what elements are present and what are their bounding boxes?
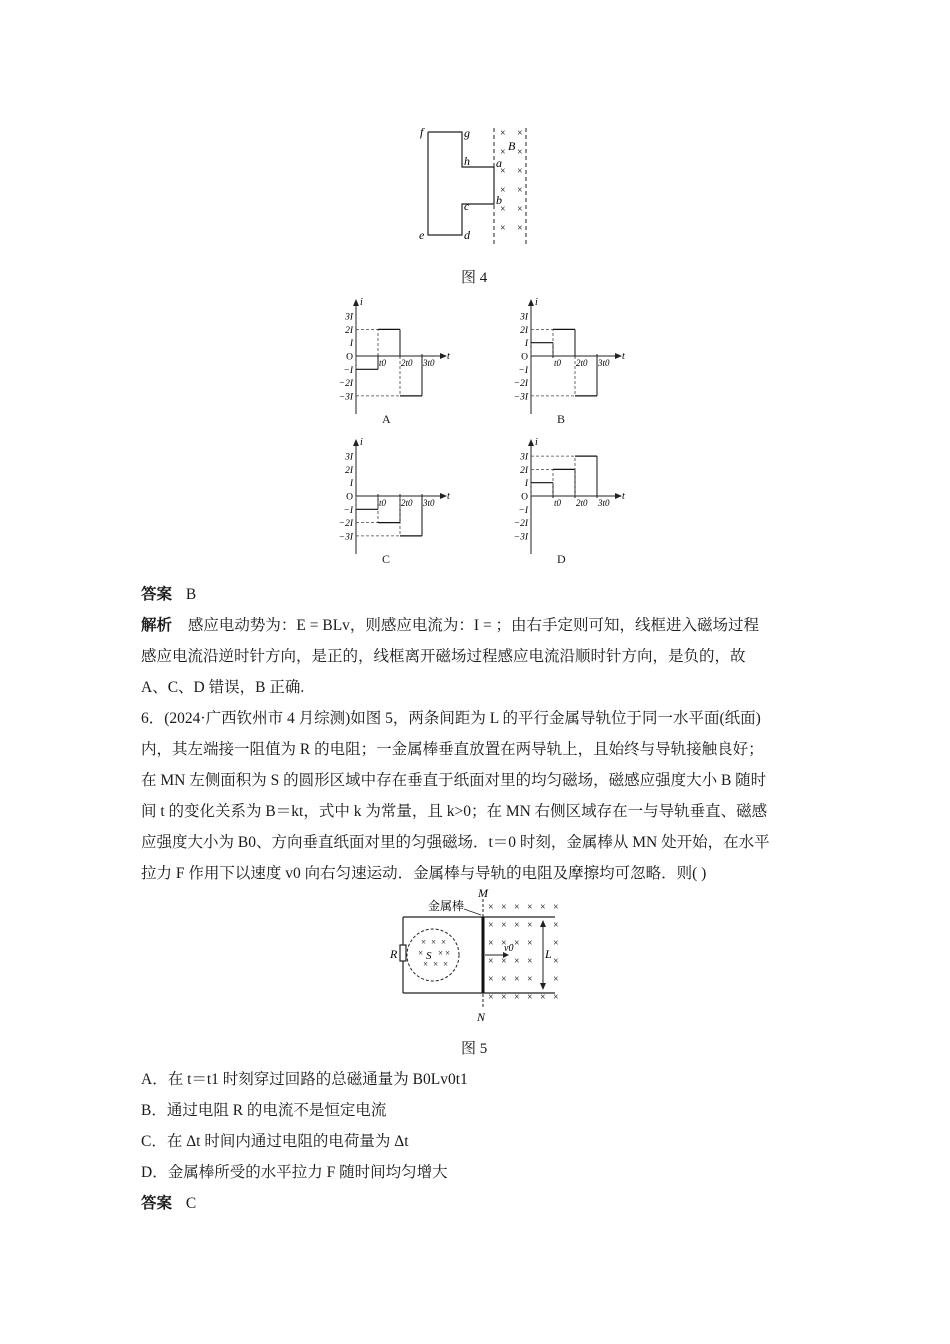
cross-mark: ×: [517, 223, 523, 234]
y-tick-label: 3I: [345, 312, 353, 323]
q6-line-6: 拉力 F 作用下以速度 v0 向右匀速运动．金属棒与导轨的电阻及摩擦均可忽略．则( ): [141, 865, 707, 882]
y-tick-label: 3I: [345, 452, 353, 463]
y-tick-label: I: [524, 479, 528, 490]
cross-mark: ×: [500, 204, 506, 215]
x-tick-label: 3t0: [423, 358, 435, 368]
figure-5-caption: 图 5: [461, 1041, 488, 1057]
graph-option-d: [505, 436, 635, 566]
option-a: A．在 t＝t1 时刻穿过回路的总磁通量为 B0Lv0t1: [141, 1071, 468, 1088]
cross-mark: ×: [501, 974, 507, 985]
axis-label-i: i: [360, 437, 363, 448]
cross-mark: ×: [488, 974, 494, 985]
cross-mark: ×: [553, 902, 559, 913]
answer-value-2: C: [185, 1195, 197, 1212]
x-axis-arrow: [615, 353, 622, 359]
cross-mark: ×: [517, 166, 523, 177]
cross-mark: ×: [553, 992, 559, 1003]
axis-label-i: i: [360, 297, 363, 308]
answer-label-2: 答案: [141, 1195, 173, 1212]
axis-label-t: t: [622, 491, 625, 502]
label-v0: v0: [504, 943, 514, 954]
cross-mark: ×: [553, 956, 559, 967]
cross-mark: ×: [527, 974, 533, 985]
x-tick-label: 3t0: [423, 498, 435, 508]
cross-mark: ×: [514, 974, 520, 985]
q6-line-4: 间 t 的变化关系为 B＝kt，式中 k 为常量，且 k>0；在 MN 右侧区域存在一与导轨垂直、磁感: [141, 803, 768, 820]
axis-label-i: i: [535, 437, 538, 448]
answer-row-2: [141, 1191, 196, 1213]
y-tick-label: −2I: [338, 519, 353, 530]
y-tick-label: −I: [343, 505, 353, 516]
cross-mark: ×: [553, 920, 559, 931]
cross-mark: ×: [540, 992, 546, 1003]
y-tick-label: −I: [518, 365, 528, 376]
cross-mark: ×: [514, 938, 520, 949]
cross-mark: ×: [501, 938, 507, 949]
graph-option-a: [330, 296, 460, 426]
cross-mark: ×: [441, 937, 447, 947]
y-tick-label: O: [346, 352, 353, 363]
cross-mark: ×: [418, 948, 424, 958]
y-tick-label: 2I: [520, 465, 528, 476]
label-c: c: [464, 199, 470, 213]
cross-mark: ×: [500, 185, 506, 196]
label-g: g: [464, 126, 470, 140]
cross-mark: ×: [488, 902, 494, 913]
graph-option-label: A: [382, 412, 391, 426]
x-axis-arrow: [615, 493, 622, 499]
y-tick-label: O: [521, 352, 528, 363]
axis-label-t: t: [447, 491, 450, 502]
cross-mark: ×: [488, 992, 494, 1003]
cross-mark: ×: [500, 223, 506, 234]
y-tick-label: I: [349, 339, 353, 350]
x-tick-label: 2t0: [576, 498, 588, 508]
analysis-line-2: 感应电流沿逆时针方向，是正的，线框离开磁场过程感应电流沿顺时针方向，是负的，故: [141, 648, 746, 665]
x-tick-label: 3t0: [598, 358, 610, 368]
cross-mark: ×: [501, 992, 507, 1003]
cross-mark: ×: [517, 147, 523, 158]
x-axis-arrow: [440, 353, 447, 359]
y-tick-label: 2I: [345, 465, 353, 476]
x-tick-label: 2t0: [576, 358, 588, 368]
x-tick-label: t0: [379, 358, 387, 368]
y-tick-label: 2I: [520, 325, 528, 336]
cross-mark: ×: [500, 128, 506, 139]
y-tick-label: I: [349, 479, 353, 490]
option-d: D．金属棒所受的水平拉力 F 随时间均匀增大: [141, 1164, 448, 1181]
q6-line-5: 应强度大小为 B0、方向垂直纸面对里的匀强磁场．t＝0 时刻，金属棒从 MN 处开始，在水平: [141, 834, 770, 851]
label-N: N: [477, 1010, 486, 1024]
cross-mark: ×: [438, 948, 444, 958]
y-tick-label: −I: [518, 505, 528, 516]
cross-mark: ×: [501, 902, 507, 913]
cross-mark: ×: [514, 920, 520, 931]
cross-mark: ×: [488, 956, 494, 967]
y-tick-label: 2I: [345, 325, 353, 336]
graph-option-label: C: [382, 552, 391, 566]
cross-mark: ×: [527, 938, 533, 949]
x-tick-label: 3t0: [598, 498, 610, 508]
cross-mark: ×: [527, 992, 533, 1003]
y-tick-label: −2I: [513, 519, 528, 530]
cross-mark: ×: [423, 959, 429, 969]
x-axis-arrow: [440, 493, 447, 499]
cross-mark: ×: [517, 128, 523, 139]
cross-mark: ×: [553, 938, 559, 949]
y-axis-arrow: [528, 299, 534, 306]
x-tick-label: t0: [554, 498, 562, 508]
cross-mark: ×: [517, 185, 523, 196]
y-tick-label: O: [346, 492, 353, 503]
label-a: a: [496, 156, 502, 170]
axis-label-i: i: [535, 297, 538, 308]
label-d: d: [464, 228, 470, 242]
cross-mark: ×: [421, 937, 427, 947]
rod-label: 金属棒: [428, 899, 465, 913]
y-tick-label: O: [521, 492, 528, 503]
label-f: f: [420, 125, 424, 139]
analysis-text-1: 感应电动势为：E = BLv，则感应电流为：I = ；由右手定则可知，线框进入磁场过程: [187, 617, 760, 634]
label-b: b: [496, 193, 502, 207]
figure-4-diagram: [410, 122, 540, 257]
cross-mark: ×: [433, 959, 439, 969]
y-tick-label: −3I: [513, 532, 528, 543]
y-tick-label: 3I: [520, 312, 528, 323]
cross-mark: ×: [553, 974, 559, 985]
y-tick-label: −I: [343, 365, 353, 376]
cross-mark: ×: [488, 938, 494, 949]
figure-4-caption: 图 4: [461, 270, 488, 286]
answer-row-1: [141, 582, 196, 604]
axis-label-t: t: [447, 351, 450, 362]
q6-line-2: 内，其左端接一阻值为 R 的电阻；一金属棒垂直放置在两导轨上，且始终与导轨接触良好；: [141, 741, 764, 758]
graph-option-c: [330, 436, 460, 566]
cross-mark: ×: [443, 959, 449, 969]
cross-mark: ×: [527, 920, 533, 931]
y-axis-arrow: [528, 439, 534, 446]
x-tick-label: t0: [379, 498, 387, 508]
y-axis-arrow: [353, 439, 359, 446]
analysis-line-1: [141, 613, 759, 635]
cross-mark: ×: [501, 956, 507, 967]
cross-mark: ×: [514, 902, 520, 913]
cross-mark: ×: [527, 902, 533, 913]
y-tick-label: −3I: [338, 392, 353, 403]
cross-mark: ×: [514, 956, 520, 967]
label-R: R: [390, 947, 398, 961]
label-S: S: [426, 950, 432, 962]
label-h: h: [464, 154, 470, 168]
cross-mark: ×: [431, 937, 437, 947]
graph-option-b: [505, 296, 635, 426]
label-M: M: [478, 886, 488, 900]
y-tick-label: I: [524, 339, 528, 350]
cross-mark: ×: [445, 948, 451, 958]
figure-5-diagram: [385, 885, 565, 1025]
answer-value: B: [185, 586, 197, 603]
label-L: L: [545, 947, 552, 961]
cross-mark: ×: [527, 956, 533, 967]
analysis-label: 解析: [141, 617, 173, 634]
y-tick-label: 3I: [520, 452, 528, 463]
label-B: B: [508, 139, 516, 153]
option-b: B．通过电阻 R 的电流不是恒定电流: [141, 1102, 387, 1119]
y-tick-label: −2I: [338, 379, 353, 390]
cross-mark: ×: [500, 166, 506, 177]
y-tick-label: −3I: [338, 532, 353, 543]
y-tick-label: −2I: [513, 379, 528, 390]
analysis-line-3: A、C、D 错误，B 正确.: [141, 679, 305, 696]
axis-label-t: t: [622, 351, 625, 362]
cross-mark: ×: [488, 920, 494, 931]
cross-mark: ×: [514, 992, 520, 1003]
x-tick-label: 2t0: [401, 498, 413, 508]
graph-option-label: B: [557, 412, 566, 426]
q6-line-1: 6．(2024·广西钦州市 4 月综测)如图 5，两条间距为 L 的平行金属导轨位于同一水平面(纸面): [141, 710, 761, 727]
x-tick-label: 2t0: [401, 358, 413, 368]
x-tick-label: t0: [554, 358, 562, 368]
cross-mark: ×: [540, 902, 546, 913]
label-e: e: [419, 228, 425, 242]
y-tick-label: −3I: [513, 392, 528, 403]
cross-mark: ×: [500, 147, 506, 158]
answer-label: 答案: [141, 586, 173, 603]
y-axis-arrow: [353, 299, 359, 306]
cross-mark: ×: [517, 204, 523, 215]
cross-mark: ×: [501, 920, 507, 931]
q6-line-3: 在 MN 左侧面积为 S 的圆形区域中存在垂直于纸面对里的均匀磁场，磁感应强度大小 B 随时: [141, 772, 767, 789]
option-c: C．在 Δt 时间内通过电阻的电荷量为 Δt: [141, 1133, 409, 1150]
graph-option-label: D: [557, 552, 566, 566]
